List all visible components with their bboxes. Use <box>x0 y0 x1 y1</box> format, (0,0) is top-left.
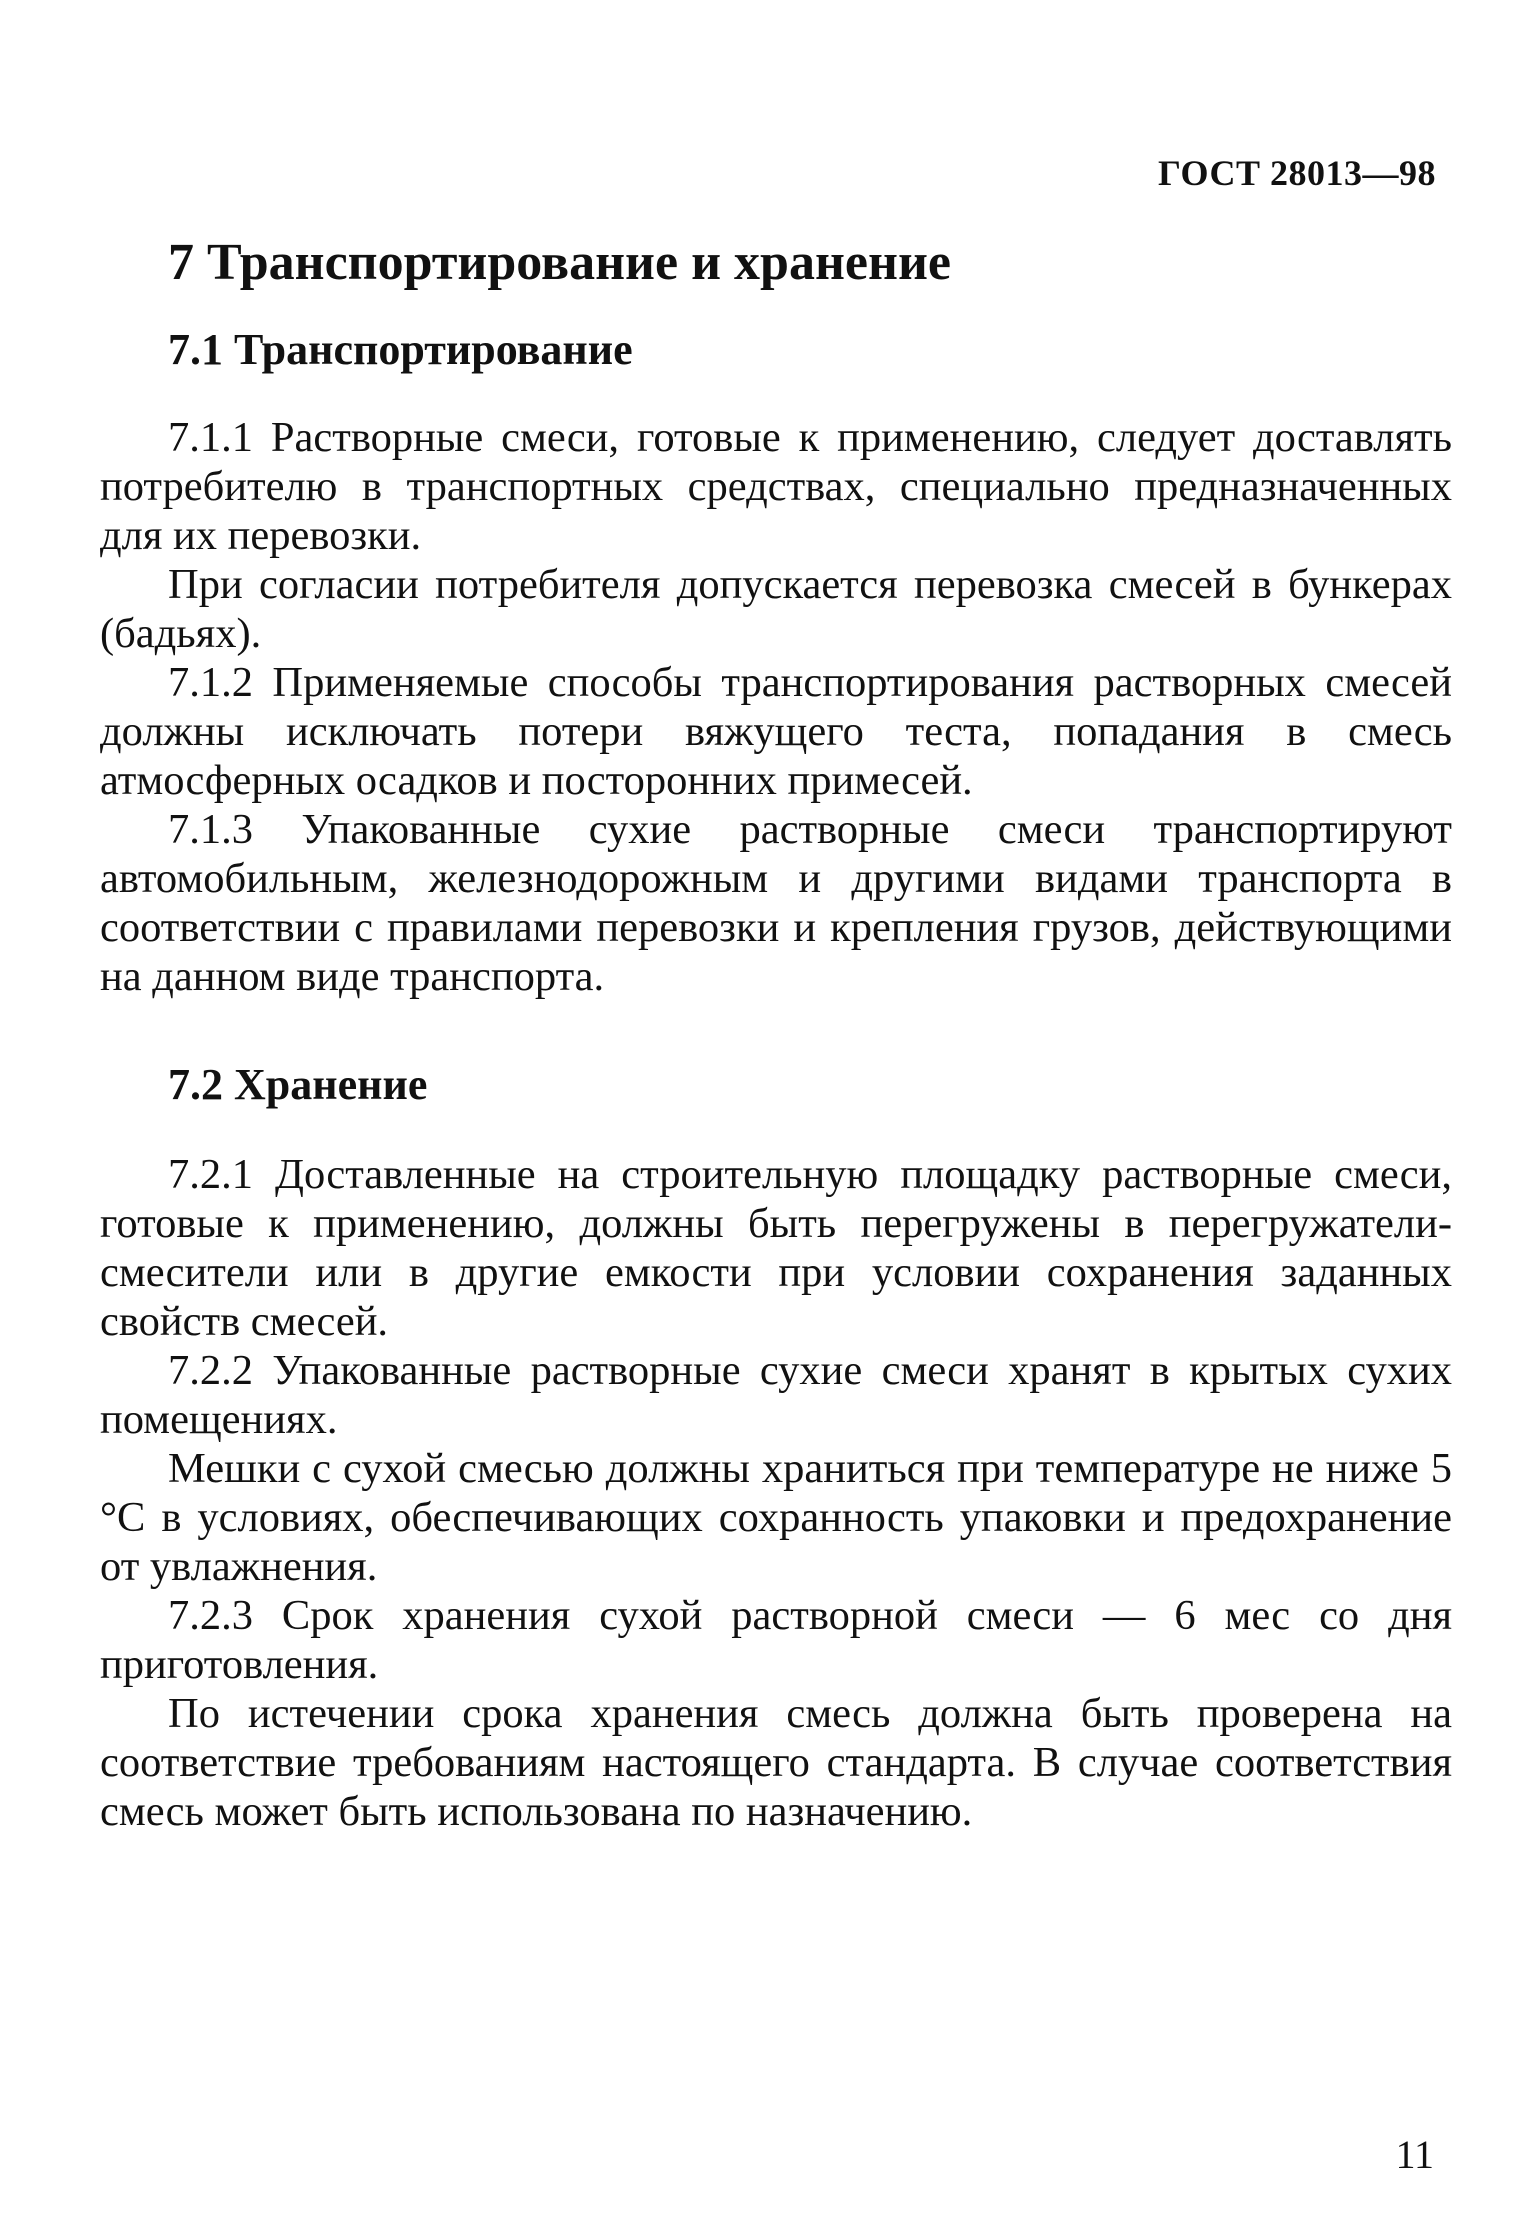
subsection-title-transport: 7.1 Транспортирование <box>168 325 633 375</box>
paragraph-7-2-3-expiry: По истечении срока хранения смесь должна быть проверена на соответствие требованиям настоящего стандарта. В случае соответствия смесь может быть использована по назначению. <box>100 1689 1452 1835</box>
subsection-title-storage: 7.2 Хранение <box>168 1060 428 1110</box>
page-content <box>100 232 1452 1836</box>
paragraph-7-1-1-note: При согласии потребителя допускается перевозка смесей в бункерах (бадьях). <box>100 561 1452 658</box>
paragraph-7-2-1: 7.2.1 Доставленные на строительную площадку растворные смеси, готовые к применению, должны быть перегружены в перегружатели-смесители или в другие емкости при условии сохранения заданных свойств смесей. <box>100 1150 1452 1345</box>
standard-designation: ГОСТ 28013—98 <box>1158 153 1436 193</box>
paragraph-7-2-2: 7.2.2 Упакованные растворные сухие смеси хранят в крытых сухих помещениях. <box>100 1346 1452 1443</box>
paragraph-7-2-2-bags: Мешки с сухой смесью должны храниться при температуре не ниже 5 °С в условиях, обеспечивающих сохранность упаковки и предохранение от увлажнения. <box>100 1444 1452 1590</box>
paragraph-7-1-3: 7.1.3 Упакованные сухие растворные смеси транспортируют автомобильным, железнодорожным и другими видами транспорта в соответствии с правилами перевозки и крепления грузов, действующими на данном виде транспорта. <box>100 806 1452 1001</box>
paragraph-7-1-1: 7.1.1 Растворные смеси, готовые к применению, следует доставлять потребителю в транспортных средствах, специально предназначенных для их перевозки. <box>100 414 1452 560</box>
page-number: 11 <box>1395 2132 1434 2177</box>
paragraph-7-1-2: 7.1.2 Применяемые способы транспортирования растворных смесей должны исключать потери вяжущего теста, попадания в смесь атмосферных осадков и посторонних примесей. <box>100 659 1452 805</box>
paragraph-7-2-3: 7.2.3 Срок хранения сухой растворной смеси — 6 мес со дня приготовления. <box>100 1591 1452 1688</box>
section-title: 7 Транспортирование и хранение <box>168 234 951 291</box>
